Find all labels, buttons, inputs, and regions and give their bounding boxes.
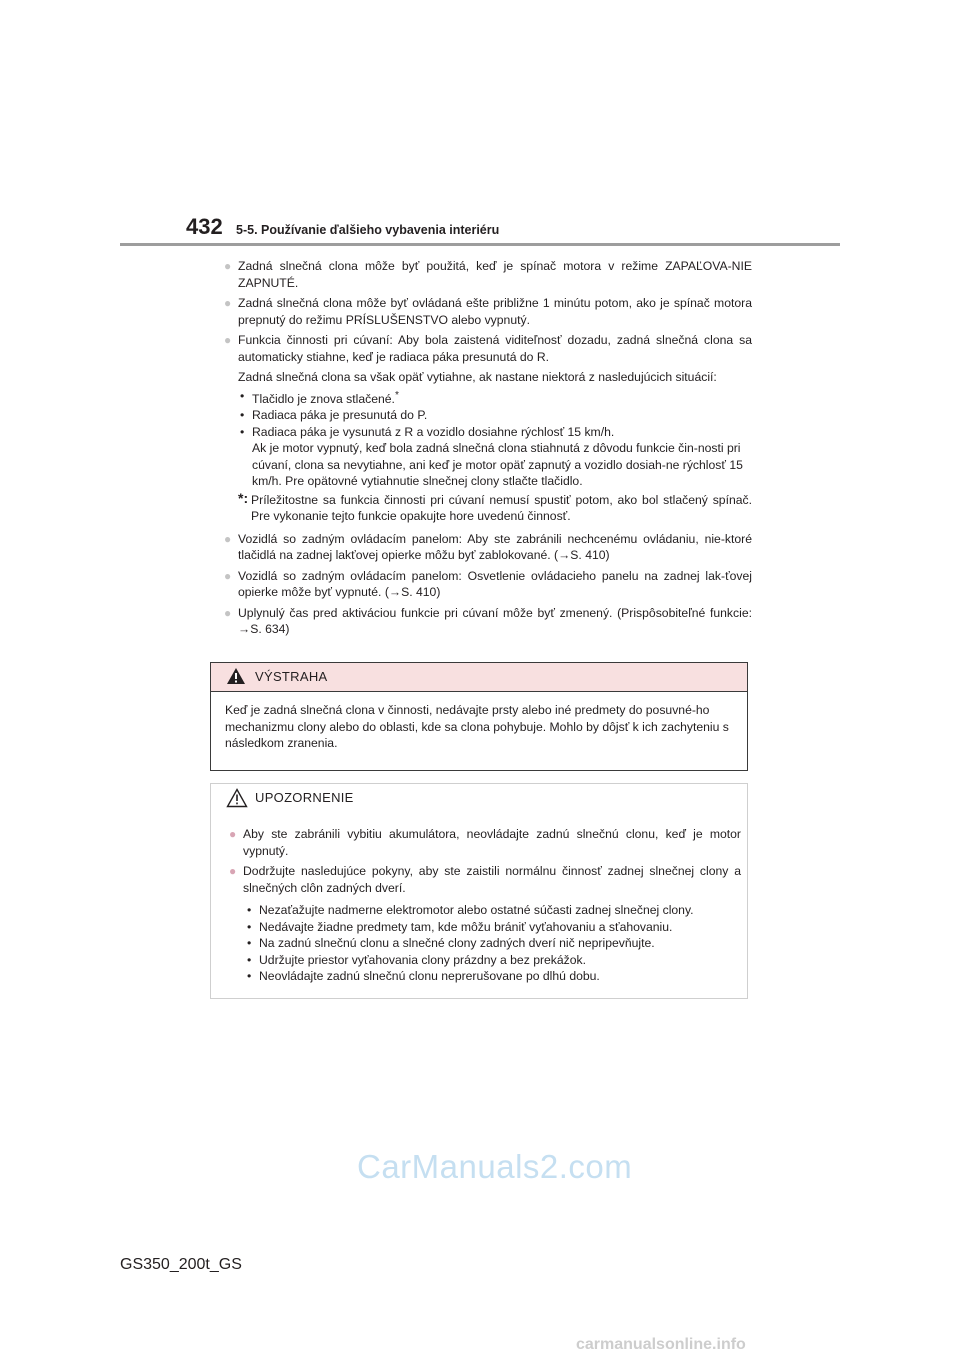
caution-triangle-icon <box>226 788 248 813</box>
bullet-icon: ● <box>224 605 232 620</box>
header-divider <box>120 243 840 246</box>
bullet-icon: ● <box>224 568 232 583</box>
notice-content <box>211 814 747 985</box>
list-item: ● Zadná slnečná clona môže byť použitá, keď je spínač motora v režime ZAPAĽOVA-NIE ZAPNUTÉ. <box>224 259 752 290</box>
list-item: ● Funkcia činnosti pri cúvaní: Aby bola zaistená viditeľnosť dozadu, zadná slnečná clona sa automaticky stiahne, keď je radiaca páka presunutá do R. <box>224 333 752 364</box>
bullet-icon: ● <box>224 531 232 546</box>
warning-header <box>211 663 747 692</box>
sub-item: • Udržujte priestor vyťahovania clony prázdny a bez prekážok. <box>247 952 587 967</box>
warning-text: Keď je zadná slnečná clona v činnosti, nedávajte prsty alebo iné predmety do posuvné-ho mechanizmu clony alebo do oblasti, kde sa clona pohybuje. Mohlo by dôjsť k ich zachyteniu s následkom zranenia. <box>225 703 729 750</box>
list-item: ● Aby ste zabránili vybitiu akumulátora, neovládajte zadnú slnečnú clonu, keď je motor vypnutý. <box>229 827 741 858</box>
sub-item: • Na zadnú slnečnú clonu a slnečné clony zadných dverí nič nepripevňujte. <box>247 936 655 950</box>
list-item: ● Zadná slnečná clona môže byť ovládaná ešte približne 1 minútu potom, ako je spínač motora prepnutý do režimu PRÍSLUŠENSTVO alebo vypnutý. <box>224 296 752 327</box>
notice-header <box>211 784 747 814</box>
bullet-icon: ● <box>229 864 237 878</box>
model-code: GS350_200t_GS <box>120 1256 242 1273</box>
notice-title: UPOZORNENIE <box>255 790 354 805</box>
sub-item: • Radiaca páka je presunutá do P. <box>240 408 428 423</box>
sub-item: • Nedávajte žiadne predmety tam, kde môžu brániť vyťahovaniu a sťahovaniu. <box>247 919 673 934</box>
bullet-icon: ● <box>224 296 232 310</box>
main-content <box>224 258 752 642</box>
source-watermark: carmanualsonline.info <box>576 1336 746 1353</box>
notice-box <box>210 783 748 999</box>
warning-title: VÝSTRAHA <box>255 669 328 684</box>
sub-item: • Neovládajte zadnú slnečnú clonu neprerušovane po dlhú dobu. <box>247 969 600 983</box>
sub-item: • Radiaca páka je vysunutá z R a vozidlo dosiahne rýchlosť 15 km/h. <box>240 424 615 439</box>
list-item: ● Vozidlá so zadným ovládacím panelom: Aby ste zabránili nechcenému ovládaniu, nie-ktoré tlačidlá na zadnej lakťovej opierke môžu byť zablokované. (→S. 410) <box>224 531 752 563</box>
notice-sub-list <box>245 902 741 985</box>
page-number: 432 <box>186 214 223 239</box>
sub-item-continuation: Ak je motor vypnutý, keď bola zadná slnečná clona stiahnutá z dôvodu funkcie čin-nosti pri cúvaní, clona sa nevytiahne, ani keď je motor opäť zapnutý a vozidlo dosiah-ne rýchlosť 15 km/h. Pre opätovné vytiahnutie slnečnej clony stlačte tlačidlo. <box>252 441 743 489</box>
list-item: ● Dodržujte nasledujúce pokyny, aby ste zaistili normálnu činnosť zadnej slnečnej clony a slnečných clôn zadných dverí. <box>229 864 741 895</box>
warning-triangle-icon <box>226 667 246 690</box>
watermark: CarManuals2.com <box>357 1148 633 1185</box>
reverse-intro: Zadná slnečná clona sa však opäť vytiahne, ak nastane niektorá z nasledujúcich situácií: <box>238 370 717 384</box>
warning-box <box>210 662 748 771</box>
section-title: 5-5. Používanie ďalšieho vybavenia interiéru <box>236 223 500 237</box>
sub-item: • Tlačidlo je znova stlačené.* <box>240 388 399 406</box>
footnote-mark: *: <box>238 489 249 506</box>
bullet-icon: ● <box>224 259 232 273</box>
bullet-icon: ● <box>224 333 232 347</box>
footnote: *: Príležitostne sa funkcia činnosti pri cúvaní nemusí spustiť potom, ako bol stlačený spínač. Pre vykonanie tejto funkcie opakujte hore uvedenú činnosť. <box>238 489 752 524</box>
list-item: ● Vozidlá so zadným ovládacím panelom: Osvetlenie ovládacieho panelu na zadnej lak-ťovej opierke môže byť vypnuté. (→S. 410) <box>224 568 752 600</box>
footnote-star: * <box>394 389 399 401</box>
reverse-conditions <box>238 388 752 490</box>
sub-item: • Nezaťažujte nadmerne elektromotor alebo ostatné súčasti zadnej slnečnej clony. <box>247 903 694 917</box>
bullet-icon: ● <box>229 827 237 841</box>
list-item: ● Uplynulý čas pred aktiváciou funkcie pri cúvaní môže byť zmenený. (Prispôsobiteľné funkcie: →S. 634) <box>224 605 752 637</box>
